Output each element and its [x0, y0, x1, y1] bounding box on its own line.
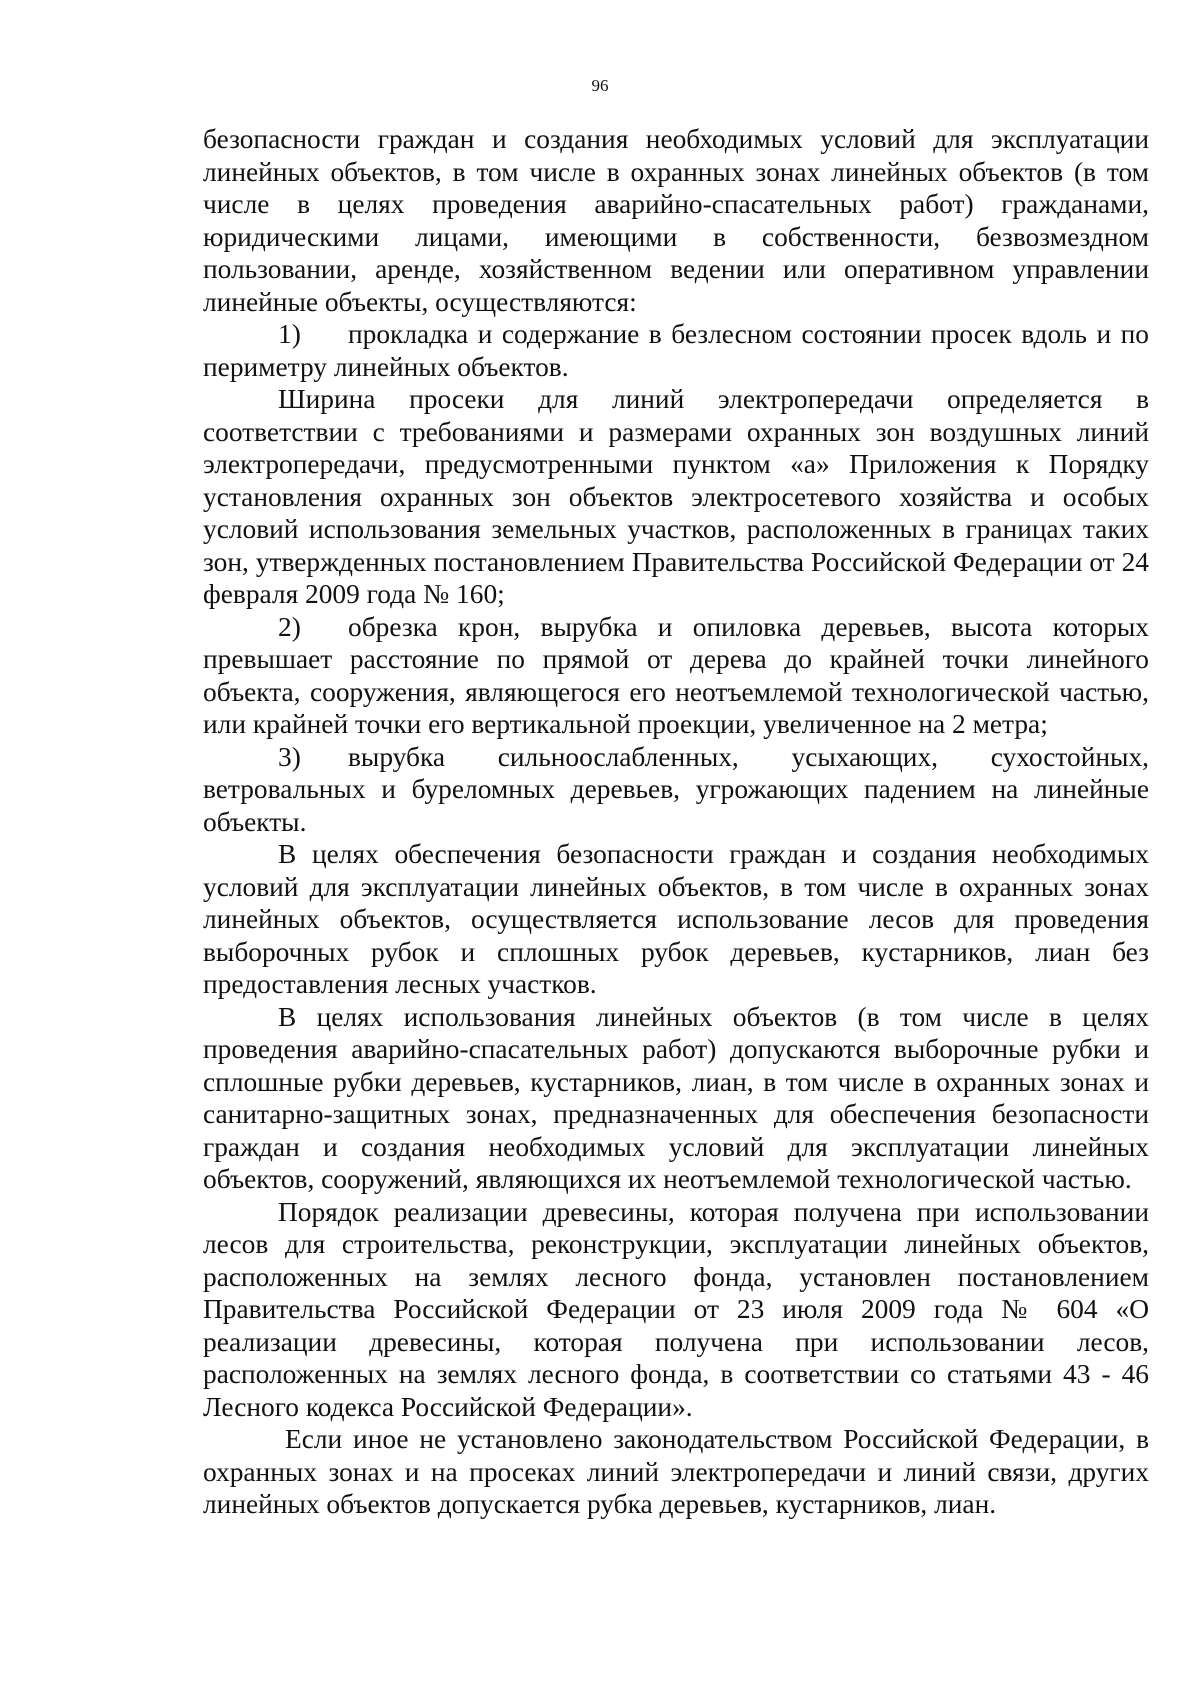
- list-item-text: вырубка сильноослабленных, усыхающих, сухостойных, ветровальных и буреломных деревьев, угрожающих падением на линейные объекты.: [203, 741, 1149, 837]
- paragraph: В целях обеспечения безопасности граждан и создания необходимых условий для эксплуатации линейных объектов, в том числе в охранных зонах линейных объектов, осуществляется использование лесов для проведения выборочных рубок и сплошных рубок деревьев, кустарников, лиан без предоставления лесных участков.: [203, 839, 1149, 999]
- list-item-2: [203, 611, 1149, 741]
- paragraph: Если иное не установлено законодательством Российской Федерации, в охранных зонах и на просеках линий электропередачи и линий связи, других линейных объектов допускается рубка деревьев, кустарников, лиан.: [203, 1424, 1149, 1519]
- list-item-3: [203, 741, 1149, 839]
- list-item-text: обрезка крон, вырубка и опиловка деревьев, высота которых превышает расстояние по прямой от дерева до крайней точки линейного объекта, сооружения, являющегося его неотъемлемой технологической частью, или крайней точки его вертикальной проекции, увеличенное на 2 метра;: [203, 611, 1149, 739]
- list-item-number: 3): [278, 741, 301, 772]
- list-item-1: [203, 318, 1149, 383]
- paragraph: В целях использования линейных объектов (в том числе в целях проведения аварийно-спасательных работ) допускаются выборочные рубки и сплошные рубки деревьев, кустарников, лиан, в том числе в охранных зонах и санитарно-защитных зонах, предназначенных для обеспечения безопасности граждан и создания необходимых условий для эксплуатации линейных объектов, сооружений, являющихся их неотъемлемой технологической частью.: [203, 1001, 1149, 1194]
- page-number: 96: [591, 76, 609, 95]
- list-item-number: 2): [278, 611, 301, 642]
- paragraph: Порядок реализации древесины, которая получена при использовании лесов для строительства, реконструкции, эксплуатации линейных объектов, расположенных на землях лесного фонда, установлен постановлением Правительства Российской Федерации от 23 июля 2009 года № 604 «О реализации древесины, которая получена при использовании лесов, расположенных на землях лесного фонда, в соответствии со статьями 43 - 46 Лесного кодекса Российской Федерации».: [203, 1196, 1149, 1422]
- paragraph: Ширина просеки для линий электропередачи определяется в соответствии с требованиями и размерами охранных зон воздушных линий электропередачи, предусмотренными пунктом «а» Приложения к Порядку установления охранных зон объектов электросетевого хозяйства и особых условий использования земельных участков, расположенных в границах таких зон, утвержденных постановлением Правительства Российской Федерации от 24 февраля 2009 года № 160;: [203, 384, 1149, 609]
- list-item-text: прокладка и содержание в безлесном состоянии просек вдоль и по периметру линейных объектов.: [203, 319, 1149, 382]
- list-item-number: 1): [278, 319, 301, 349]
- paragraph-continuation: безопасности граждан и создания необходимых условий для эксплуатации линейных объектов, в том числе в охранных зонах линейных объектов (в том числе в целях проведения аварийно-спасательных работ) гражданами, юридическими лицами, имеющими в собственности, безвозмездном пользовании, аренде, хозяйственном ведении или оперативном управлении линейные объекты, осуществляются:: [203, 124, 1149, 317]
- document-body: [203, 123, 1149, 1521]
